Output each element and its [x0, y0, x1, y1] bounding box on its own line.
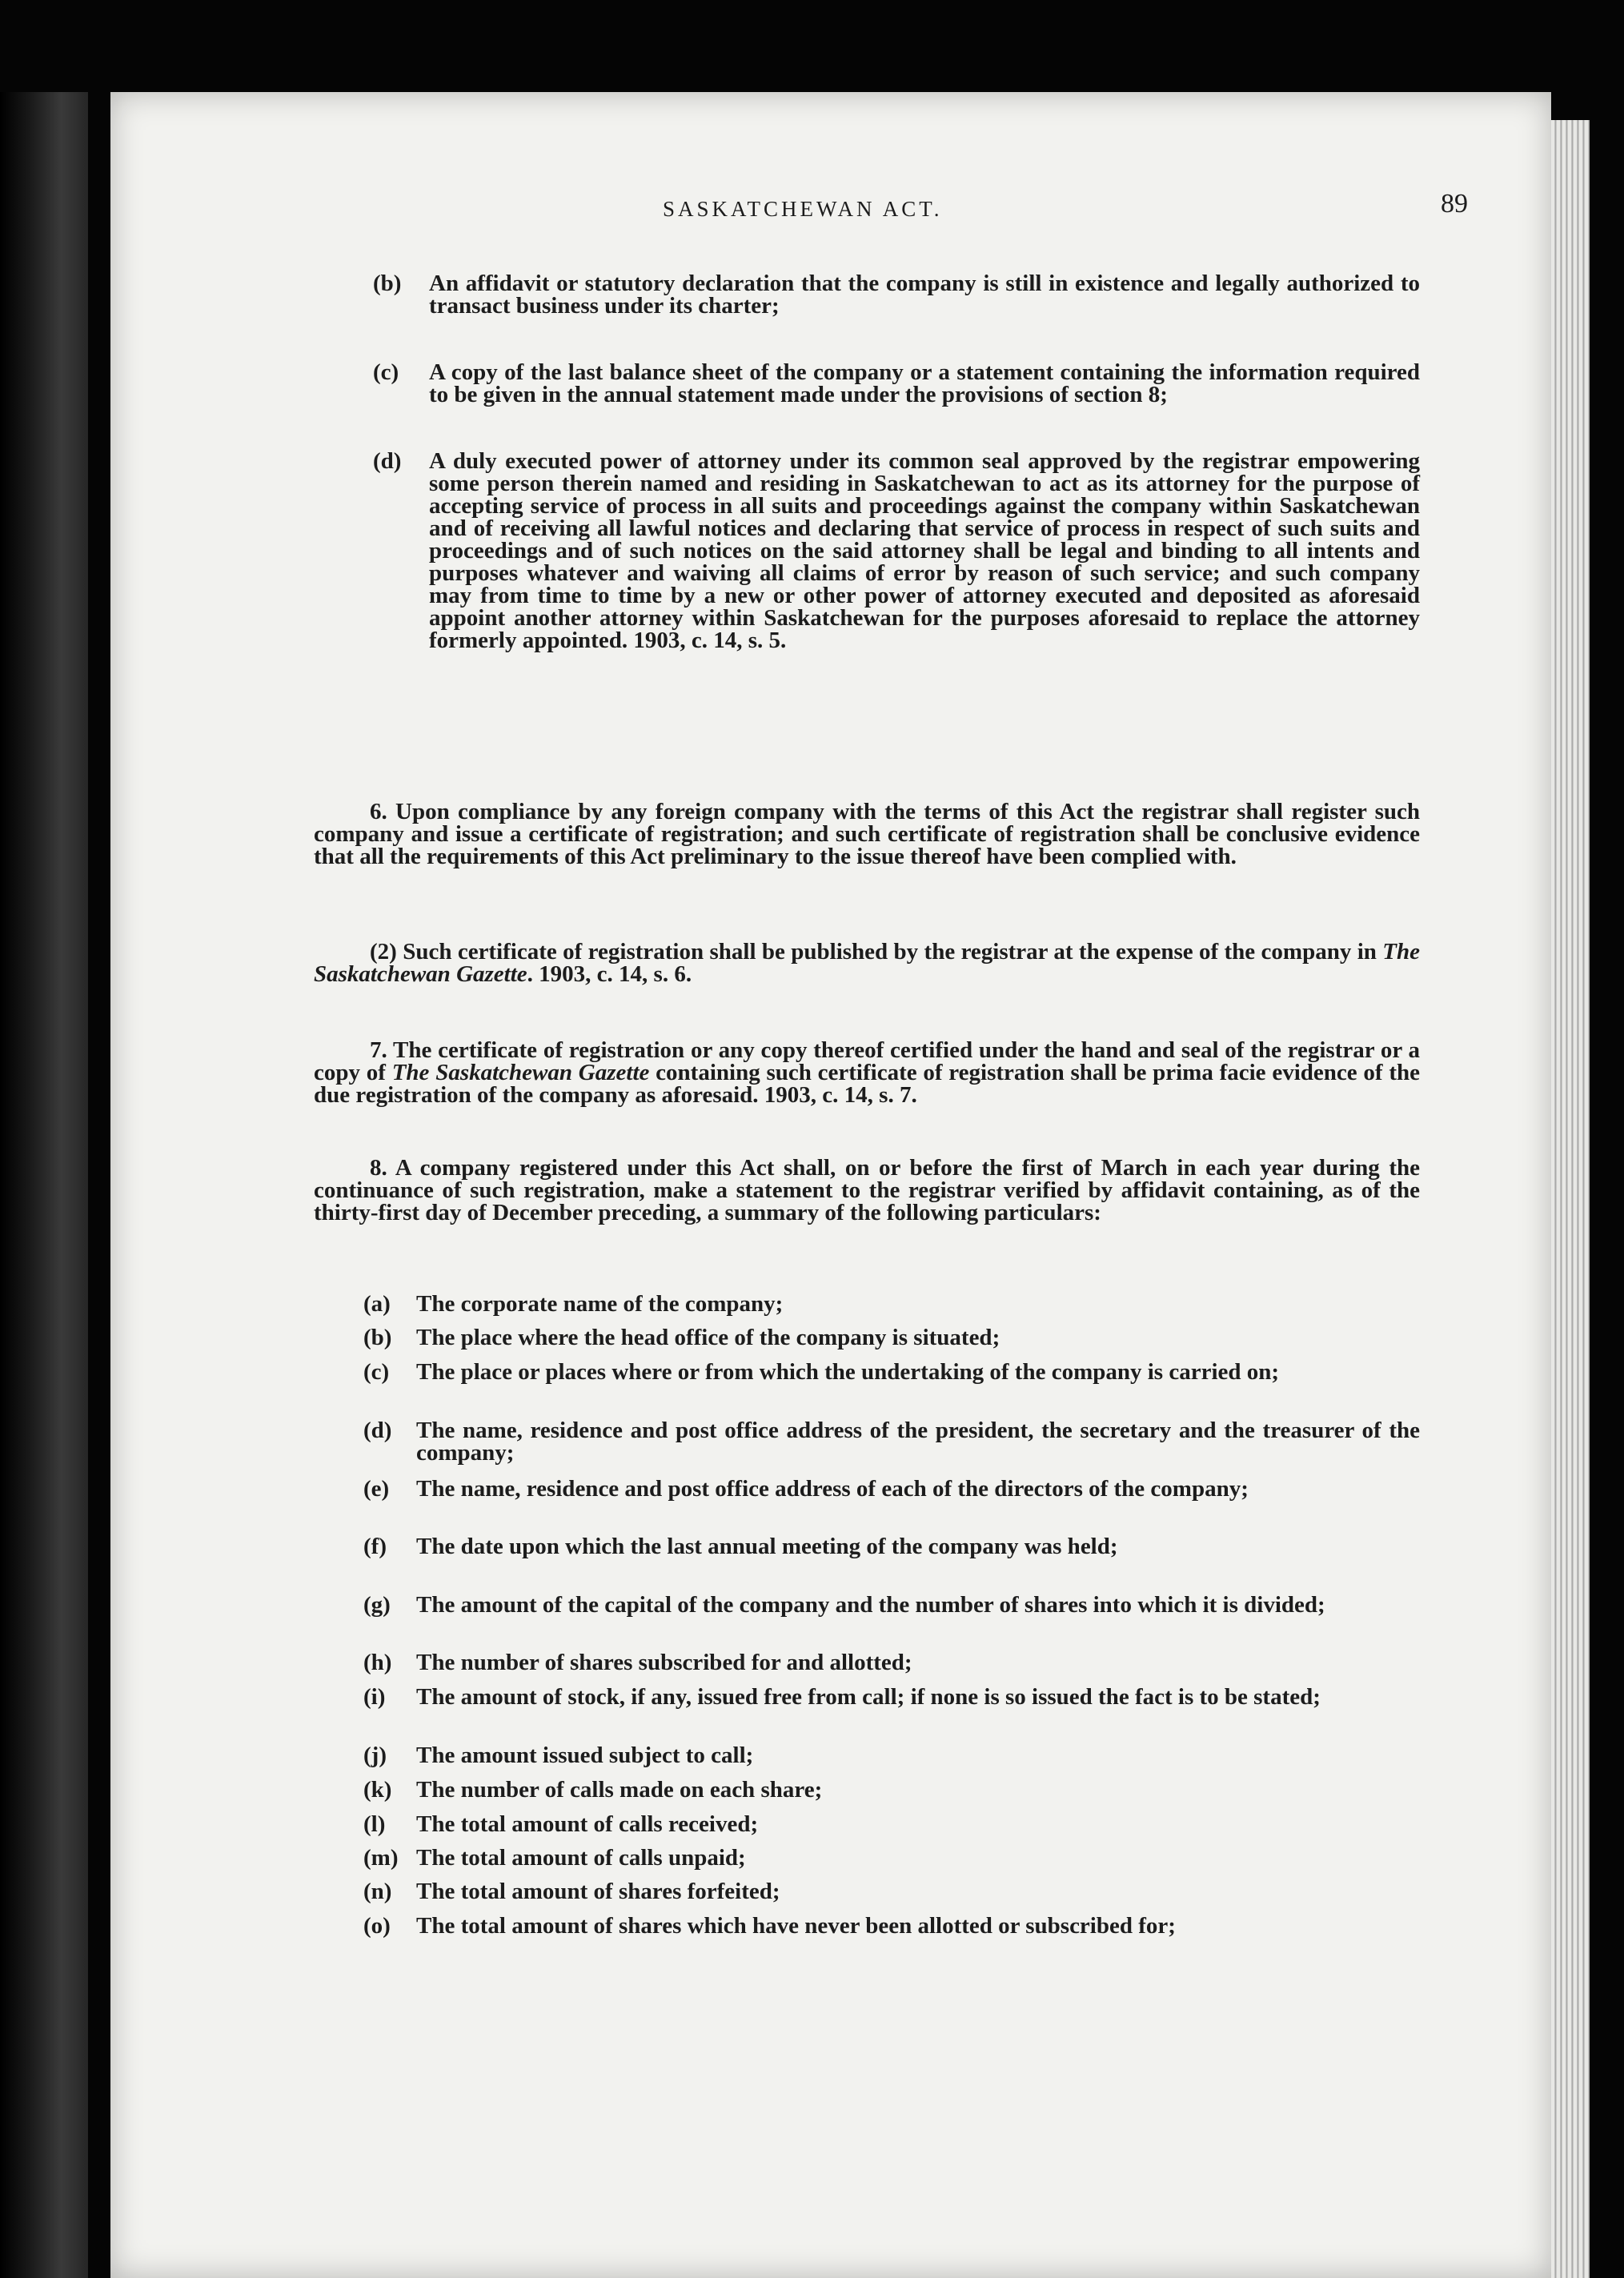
item-text: The number of calls made on each share;: [416, 1777, 823, 1803]
item-text: The corporate name of the company;: [416, 1291, 784, 1317]
list-item-b: [373, 272, 1420, 317]
item-text: The place where the head office of the company is situated;: [416, 1325, 1000, 1350]
item-label: (l): [363, 1811, 386, 1837]
item-text: The total amount of calls received;: [416, 1811, 759, 1837]
subsection-text: (2) Such certificate of registration shall be published by the registrar at the expense of the company in: [370, 939, 1383, 965]
item-text: The name, residence and post office address of the president, the secretary and the treasurer of the company;: [416, 1418, 1420, 1466]
item-text: A duly executed power of attorney under its common seal approved by the registrar empowering some person therein named and residing in Saskatchewan to act as its attorney for the purpose of accepting service of process in all suits and proceedings against the company within Saskatchewan and of receiving all lawful notices and declaring that service of process in respect of such suits and proceedings and of such notices on the said attorney shall be legal and binding to all intents and purposes whatever and waiving all claims of error by reason of such service; and such company may from time to time by a new or other power of attorney executed and deposited as aforesaid appoint another attorney within Saskatchewan for the purposes aforesaid to replace the attorney formerly appointed. 1903, c. 14, s. 5.: [429, 448, 1420, 653]
item-label: (d): [363, 1418, 392, 1443]
section-7: [314, 1039, 1420, 1106]
item-label: (d): [373, 448, 402, 474]
item-text: The amount issued subject to call;: [416, 1743, 754, 1768]
item-label: (g): [363, 1592, 391, 1618]
item-text: The amount of the capital of the company and the number of shares into which it is divided;: [416, 1592, 1325, 1618]
gazette-title: The Saskatchewan Gazette: [314, 939, 1420, 987]
subsection-citation: . 1903, c. 14, s. 6.: [527, 961, 692, 987]
item-label: (c): [373, 359, 399, 385]
section-text-end: containing such certificate of registration shall be prima facie evidence of the due registration of the company as aforesaid. 1903, c. 14, s. 7.: [314, 1060, 1420, 1108]
item-label: (j): [363, 1743, 387, 1768]
item-label: (k): [363, 1777, 392, 1803]
item-label: (n): [363, 1879, 392, 1904]
particular-k: [363, 1779, 1420, 1801]
particular-e: [363, 1478, 1420, 1500]
item-label: (b): [363, 1325, 392, 1350]
particular-g: [363, 1594, 1420, 1616]
item-text: The total amount of shares forfeited;: [416, 1879, 780, 1904]
item-text: An affidavit or statutory declaration that the company is still in existence and legally authorized to transact business under its charter;: [429, 271, 1420, 319]
particular-f: [363, 1535, 1420, 1558]
item-label: (b): [373, 271, 402, 296]
particular-n: [363, 1880, 1420, 1903]
particular-m: [363, 1847, 1420, 1869]
item-label: (e): [363, 1476, 390, 1502]
particular-o: [363, 1915, 1420, 1937]
page-stack-edges: [1551, 120, 1590, 2278]
gazette-title: The Saskatchewan Gazette: [391, 1060, 650, 1085]
item-text: The number of shares subscribed for and allotted;: [416, 1650, 912, 1675]
list-item-d: [373, 450, 1420, 652]
particular-c: [363, 1361, 1420, 1383]
item-label: (h): [363, 1650, 392, 1675]
section-8: 8. A company registered under this Act shall, on or before the first of March in each year during the continuance of such registration, make a statement to the registrar verified by affidavit containing, as of the thirty-first day of December preceding, a summary of the following particulars:: [314, 1155, 1420, 1225]
item-label: (m): [363, 1845, 399, 1871]
item-label: (a): [363, 1291, 391, 1317]
item-text: The total amount of shares which have never been allotted or subscribed for;: [416, 1913, 1176, 1939]
particular-a: [363, 1293, 1420, 1315]
item-label: (i): [363, 1684, 386, 1710]
adjacent-page-edge: [0, 92, 88, 2278]
particular-j: [363, 1744, 1420, 1767]
item-label: (f): [363, 1534, 387, 1559]
particular-b: [363, 1326, 1420, 1349]
particular-d: [363, 1419, 1420, 1464]
particular-h: [363, 1651, 1420, 1674]
running-title: SASKATCHEWAN ACT.: [663, 197, 943, 221]
section-text: 7. The certificate of registration or any copy thereof certified under the hand and seal of the registrar or a copy of: [314, 1037, 1420, 1085]
item-text: The name, residence and post office address of each of the directors of the company;: [416, 1476, 1249, 1502]
section-6-subsection-2: [314, 940, 1420, 985]
item-text: The date upon which the last annual meeting of the company was held;: [416, 1534, 1118, 1559]
item-text: The amount of stock, if any, issued free from call; if none is so issued the fact is to be stated;: [416, 1684, 1321, 1710]
book-page: [110, 92, 1551, 2278]
particular-i: [363, 1686, 1420, 1708]
item-label: (c): [363, 1359, 390, 1385]
item-text: The total amount of calls unpaid;: [416, 1845, 746, 1871]
page-number: 89: [1441, 189, 1468, 219]
item-text: A copy of the last balance sheet of the company or a statement containing the information required to be given in the annual statement made under the provisions of section 8;: [429, 359, 1420, 407]
item-label: (o): [363, 1913, 391, 1939]
particular-l: [363, 1813, 1420, 1835]
section-6: 6. Upon compliance by any foreign company with the terms of this Act the registrar shall register such company and issue a certificate of registration; and such certificate of registration shall be conclusive evidence that all the requirements of this Act preliminary to the issue thereof have been complied with.: [314, 799, 1420, 869]
list-item-c: [373, 361, 1420, 406]
item-text: The place or places where or from which the undertaking of the company is carried on;: [416, 1359, 1280, 1385]
